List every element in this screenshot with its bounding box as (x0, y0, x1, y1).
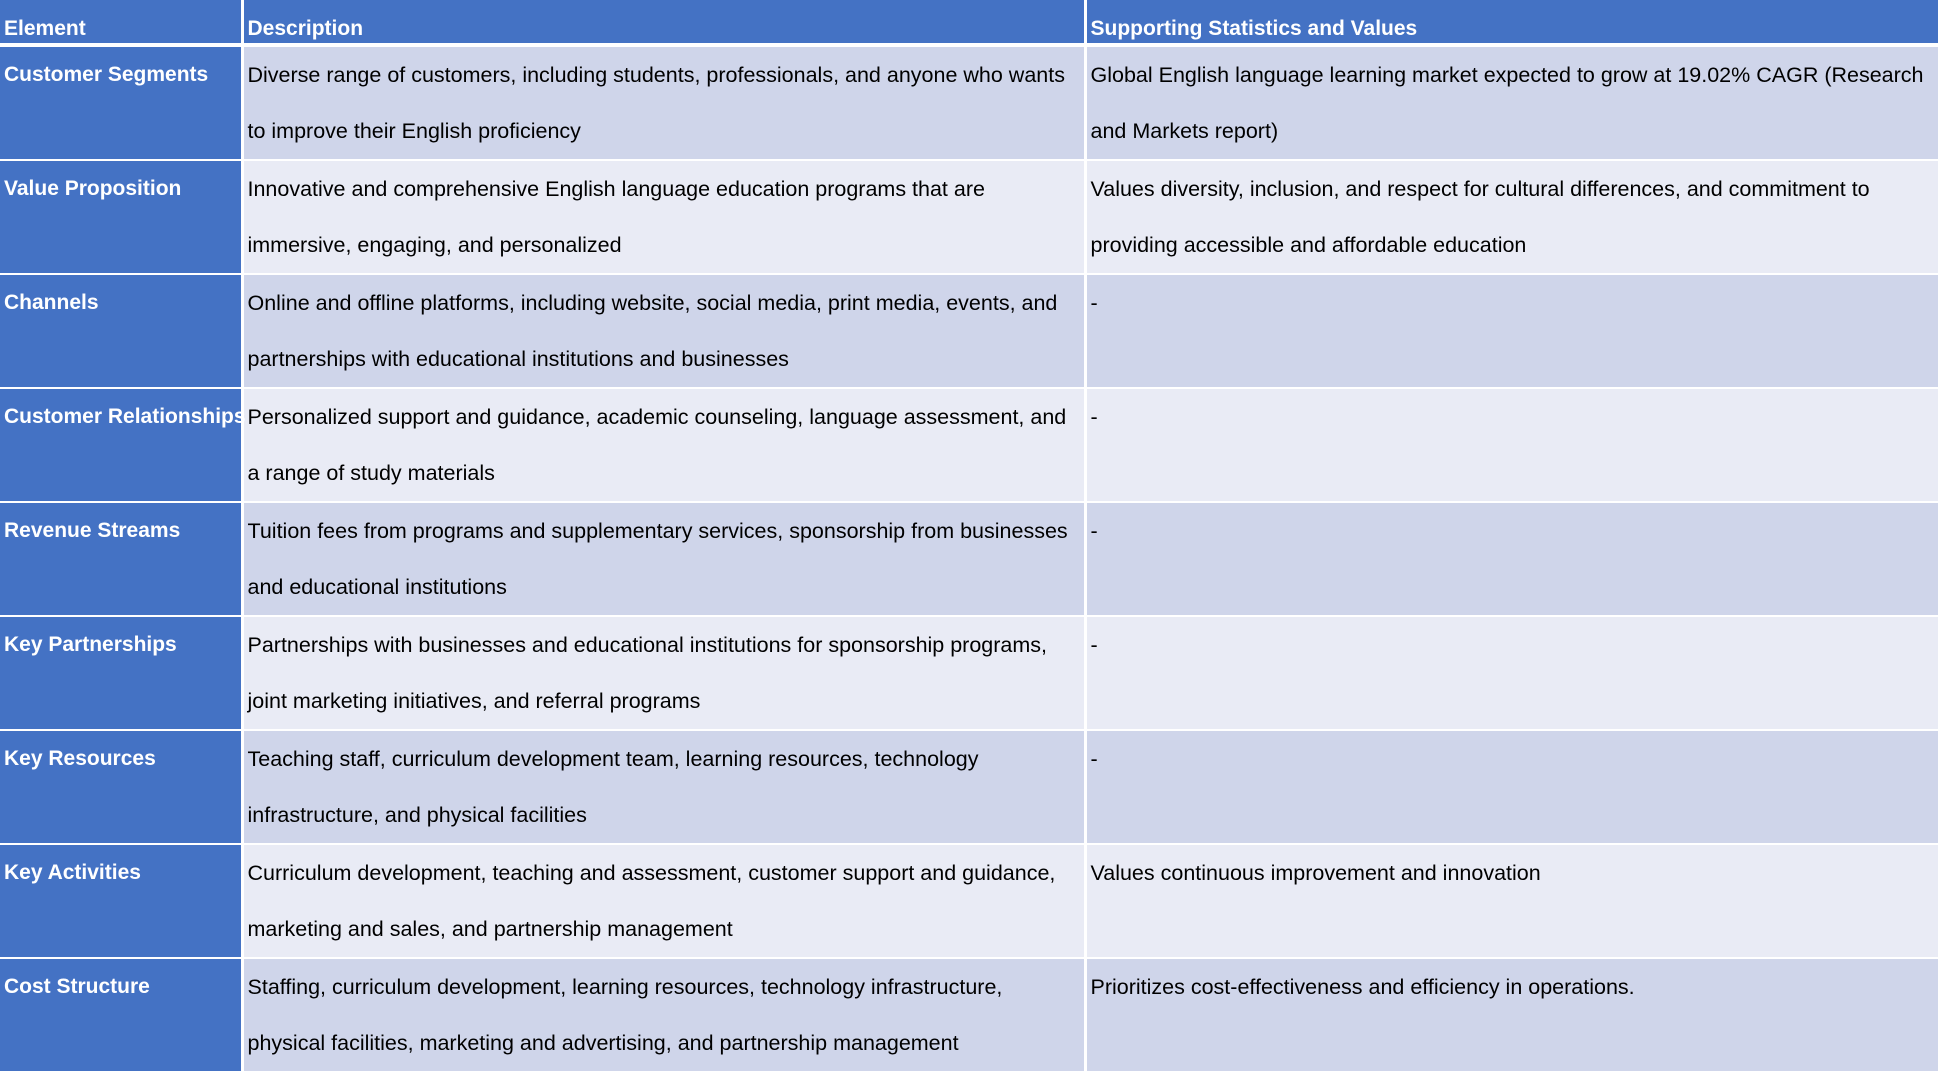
cell-statistics[interactable]: Global English language learning market expected to grow at 19.02% CAGR (Research and Markets report) (1085, 45, 1938, 160)
table-row (0, 45, 1938, 160)
cell-description[interactable]: Diverse range of customers, including students, professionals, and anyone who wants to improve their English proficiency (242, 45, 1085, 160)
cell-description[interactable]: Innovative and comprehensive English language education programs that are immersive, engaging, and personalized (242, 160, 1085, 274)
table-row (0, 958, 1938, 1072)
cell-description[interactable]: Tuition fees from programs and supplementary services, sponsorship from businesses and educational institutions (242, 502, 1085, 616)
cell-element[interactable]: Customer Segments (0, 45, 242, 160)
cell-element[interactable]: Value Proposition (0, 160, 242, 274)
cell-description[interactable]: Personalized support and guidance, academic counseling, language assessment, and a range of study materials (242, 388, 1085, 502)
cell-element[interactable]: Cost Structure (0, 958, 242, 1072)
cell-element[interactable]: Key Activities (0, 844, 242, 958)
cell-element[interactable]: Key Resources (0, 730, 242, 844)
cell-statistics[interactable]: - (1085, 502, 1938, 616)
cell-element[interactable]: Customer Relationships (0, 388, 242, 502)
table-row (0, 730, 1938, 844)
header-statistics[interactable]: Supporting Statistics and Values (1085, 0, 1938, 45)
cell-statistics[interactable]: Prioritizes cost-effectiveness and efficiency in operations. (1085, 958, 1938, 1072)
table-row (0, 160, 1938, 274)
table-row (0, 388, 1938, 502)
header-row (0, 0, 1938, 45)
header-description[interactable]: Description (242, 0, 1085, 45)
cell-description[interactable]: Curriculum development, teaching and assessment, customer support and guidance, marketing and sales, and partnership management (242, 844, 1085, 958)
cell-description[interactable]: Teaching staff, curriculum development team, learning resources, technology infrastructure, and physical facilities (242, 730, 1085, 844)
cell-statistics[interactable]: - (1085, 616, 1938, 730)
table-row (0, 274, 1938, 388)
header-element[interactable]: Element (0, 0, 242, 45)
cell-description[interactable]: Staffing, curriculum development, learning resources, technology infrastructure, physical facilities, marketing and advertising, and partnership management (242, 958, 1085, 1072)
cell-statistics[interactable]: - (1085, 730, 1938, 844)
table-row (0, 502, 1938, 616)
cell-element[interactable]: Revenue Streams (0, 502, 242, 616)
table-row (0, 844, 1938, 958)
cell-statistics[interactable]: Values diversity, inclusion, and respect for cultural differences, and commitment to providing accessible and affordable education (1085, 160, 1938, 274)
cell-description[interactable]: Partnerships with businesses and educational institutions for sponsorship programs, joint marketing initiatives, and referral programs (242, 616, 1085, 730)
cell-statistics[interactable]: Values continuous improvement and innovation (1085, 844, 1938, 958)
cell-statistics[interactable]: - (1085, 388, 1938, 502)
cell-description[interactable]: Online and offline platforms, including website, social media, print media, events, and partnerships with educational institutions and businesses (242, 274, 1085, 388)
cell-element[interactable]: Channels (0, 274, 242, 388)
table-row (0, 616, 1938, 730)
cell-element[interactable]: Key Partnerships (0, 616, 242, 730)
cell-statistics[interactable]: - (1085, 274, 1938, 388)
